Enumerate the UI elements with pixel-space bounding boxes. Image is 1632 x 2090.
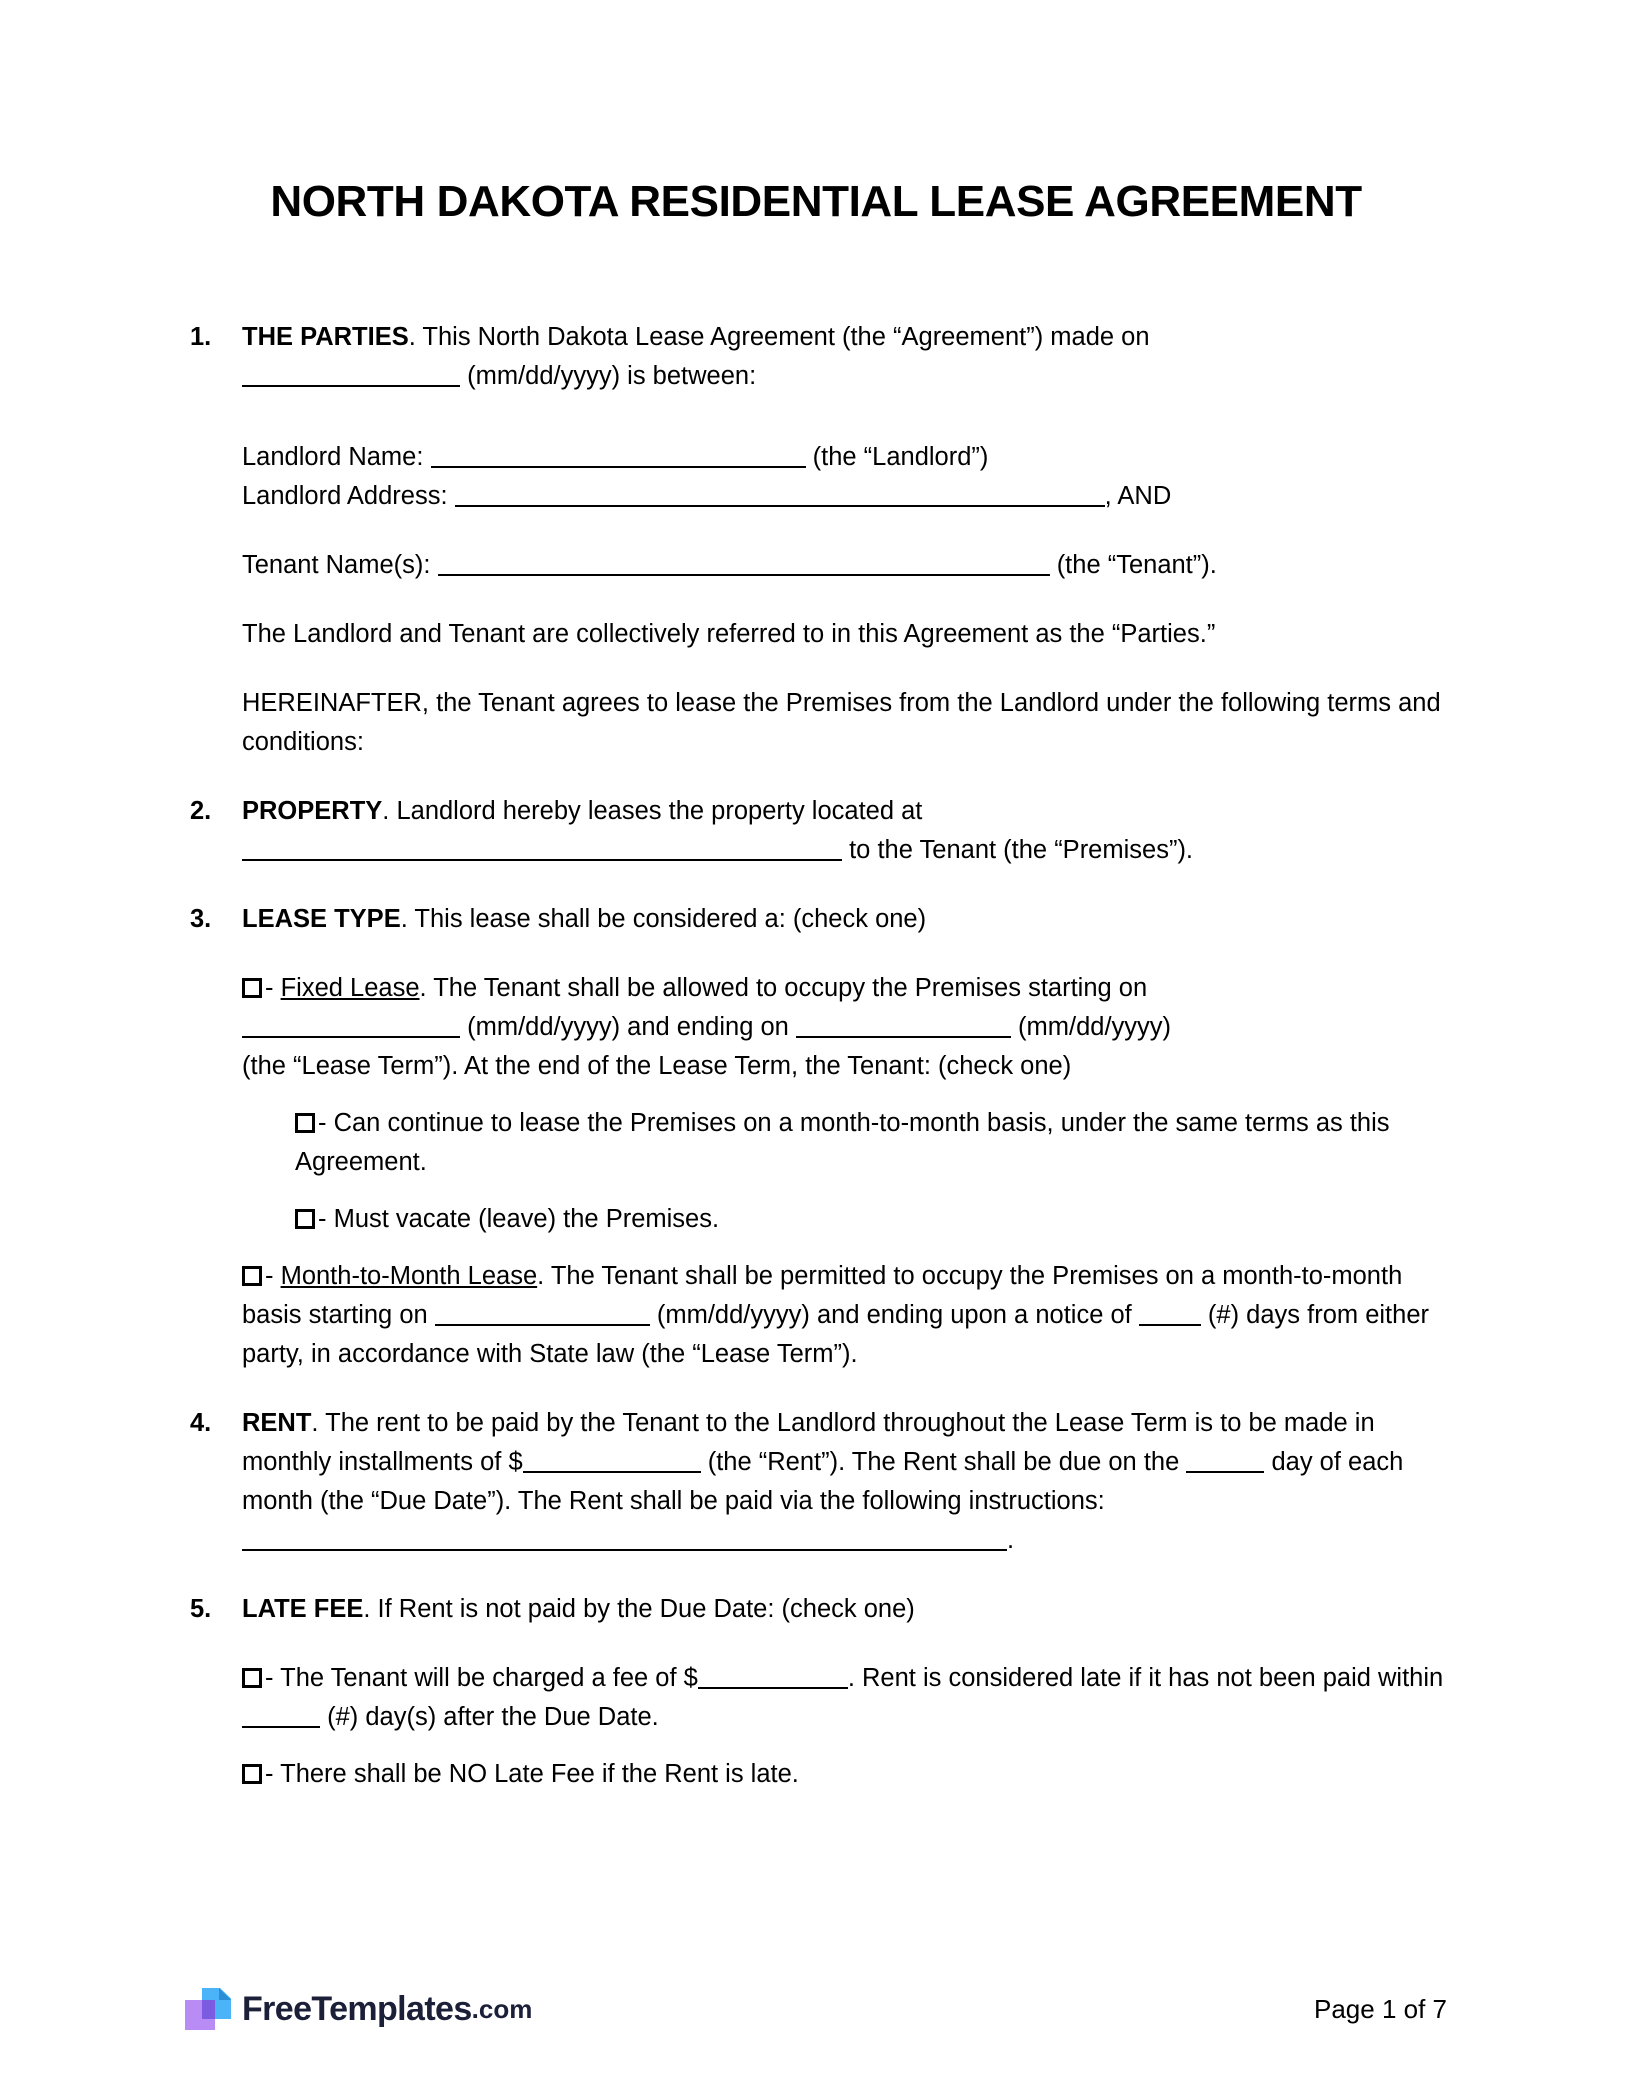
clause-intro-b: (mm/dd/yyyy) is between:	[467, 362, 757, 390]
clause-text	[242, 1404, 1445, 1560]
late-fee-option-1-a: - The Tenant will be charged a fee of $	[265, 1664, 698, 1692]
clause-heading: RENT	[242, 1409, 312, 1437]
fixed-lease-start-date-input[interactable]	[242, 1012, 460, 1038]
clause-number: 3.	[190, 905, 212, 933]
mtm-start-date-input[interactable]	[435, 1300, 650, 1326]
freetemplates-logo[interactable]	[185, 1986, 532, 2032]
mtm-notice-days-input[interactable]	[1139, 1300, 1201, 1326]
clause-lease-type	[185, 900, 1445, 939]
late-fee-option-1-b: . Rent is considered late if it has not been paid within	[847, 1664, 1444, 1692]
fixed-lease-option-2-text: - Must vacate (leave) the Premises.	[318, 1205, 720, 1233]
clause-property	[185, 792, 1445, 870]
tenant-name-row	[185, 546, 1445, 585]
checkbox-continue-month-to-month[interactable]	[295, 1113, 315, 1133]
clause-number: 5.	[190, 1595, 212, 1623]
month-to-month-option	[185, 1257, 1445, 1374]
fixed-lease-option	[185, 969, 1445, 1086]
checkbox-must-vacate[interactable]	[295, 1209, 315, 1229]
month-to-month-label: Month-to-Month Lease	[280, 1262, 538, 1290]
clause-text	[242, 318, 1445, 396]
late-fee-option-2-text: - There shall be NO Late Fee if the Rent is late.	[265, 1760, 799, 1788]
property-address-input[interactable]	[242, 835, 842, 861]
hereinafter-paragraph: HEREINAFTER, the Tenant agrees to lease the Premises from the Landlord under the following terms and conditions:	[242, 689, 1441, 756]
fixed-lease-text-b: (mm/dd/yyyy) and ending on	[467, 1013, 789, 1041]
fixed-lease-text-d: (the “Lease Term”). At the end of the Lease Term, the Tenant: (check one)	[242, 1052, 1072, 1080]
mtm-text-b: (mm/dd/yyyy) and ending upon a notice of	[656, 1301, 1132, 1329]
property-text-b: to the Tenant (the “Premises”).	[849, 836, 1194, 864]
fixed-lease-text-c: (mm/dd/yyyy)	[1018, 1013, 1172, 1041]
landlord-name-row	[185, 438, 1445, 477]
clause-heading: LEASE TYPE	[242, 905, 401, 933]
mtm-dash: -	[265, 1262, 281, 1290]
clause-text	[242, 792, 1445, 870]
late-fee-option-charged	[185, 1659, 1445, 1737]
parties-collective-paragraph: The Landlord and Tenant are collectively referred to in this Agreement as the “Parties.”	[242, 620, 1216, 648]
clause-number: 1.	[190, 323, 212, 351]
lease-type-text: . This lease shall be considered a: (check one)	[400, 905, 927, 933]
fixed-lease-suboption-continue	[185, 1104, 1445, 1182]
rent-text-a: . The rent to be paid by the Tenant to the Landlord throughout the Lease Term is to be made in monthly installments of $	[242, 1409, 1375, 1476]
clause-heading: LATE FEE	[242, 1595, 364, 1623]
rent-text-d: .	[1007, 1526, 1015, 1554]
landlord-address-label: Landlord Address:	[242, 482, 448, 510]
checkbox-month-to-month-lease[interactable]	[242, 1266, 262, 1286]
late-fee-days-input[interactable]	[242, 1702, 320, 1728]
clause-text	[242, 1590, 1445, 1629]
fixed-lease-text-a: . The Tenant shall be allowed to occupy the Premises starting on	[419, 974, 1148, 1002]
landlord-address-row	[185, 477, 1445, 516]
late-fee-text: . If Rent is not paid by the Due Date: (check one)	[363, 1595, 915, 1623]
clause-intro-a: . This North Dakota Lease Agreement (the “Agreement”) made on	[408, 323, 1150, 351]
clause-number: 4.	[190, 1409, 212, 1437]
landlord-name-label: Landlord Name:	[242, 443, 424, 471]
landlord-name-suffix: (the “Landlord”)	[812, 443, 989, 471]
freetemplates-logo-icon	[185, 1986, 231, 2032]
tenant-name-suffix: (the “Tenant”).	[1056, 551, 1217, 579]
logo-wordmark: FreeTemplates	[242, 1989, 472, 2028]
mtm-text-c: (#) days from either party, in accordance with State law (the “Lease Term”).	[242, 1301, 1429, 1368]
page-number: Page 1 of 7	[1314, 1993, 1447, 2024]
landlord-name-input[interactable]	[431, 442, 806, 468]
rent-instructions-input[interactable]	[242, 1525, 1007, 1551]
landlord-address-input[interactable]	[455, 481, 1105, 507]
late-fee-option-none	[185, 1755, 1445, 1794]
logo-domain-suffix: .com	[471, 1993, 533, 2024]
fixed-lease-dash: -	[265, 974, 281, 1002]
rent-text-b: (the “Rent”). The Rent shall be due on the	[707, 1448, 1180, 1476]
fixed-lease-end-date-input[interactable]	[796, 1012, 1011, 1038]
tenant-name-label: Tenant Name(s):	[242, 551, 431, 579]
rent-text-c: day of each month (the “Due Date”). The Rent shall be paid via the following instructions:	[242, 1448, 1404, 1515]
late-fee-option-1-c: (#) day(s) after the Due Date.	[327, 1703, 659, 1731]
document-body	[185, 318, 1445, 1794]
clause-text	[242, 900, 1445, 939]
page-footer	[185, 1986, 1447, 2032]
checkbox-late-fee-charged[interactable]	[242, 1668, 262, 1688]
rent-due-day-input[interactable]	[1186, 1447, 1264, 1473]
page-title: NORTH DAKOTA RESIDENTIAL LEASE AGREEMENT	[270, 177, 1362, 226]
agreement-date-blank[interactable]	[242, 361, 460, 387]
rent-amount-input[interactable]	[523, 1447, 701, 1473]
clause-the-parties	[185, 318, 1445, 396]
mtm-text-a: . The Tenant shall be permitted to occupy the Premises on a month-to-month basis starting on	[242, 1262, 1403, 1329]
clause-heading: PROPERTY	[242, 797, 383, 825]
clause-number: 2.	[190, 797, 212, 825]
checkbox-no-late-fee[interactable]	[242, 1764, 262, 1784]
fixed-lease-label: Fixed Lease	[280, 974, 420, 1002]
late-fee-amount-input[interactable]	[698, 1663, 848, 1689]
clause-late-fee	[185, 1590, 1445, 1629]
landlord-address-suffix: , AND	[1104, 482, 1172, 510]
fixed-lease-suboption-vacate	[185, 1200, 1445, 1239]
fixed-lease-option-1-text: - Can continue to lease the Premises on a month-to-month basis, under the same terms as this Agreement.	[295, 1109, 1390, 1176]
checkbox-fixed-lease[interactable]	[242, 978, 262, 998]
clause-rent	[185, 1404, 1445, 1560]
tenant-name-input[interactable]	[438, 550, 1050, 576]
clause-heading: THE PARTIES	[242, 323, 409, 351]
property-text-a: . Landlord hereby leases the property located at	[382, 797, 923, 825]
